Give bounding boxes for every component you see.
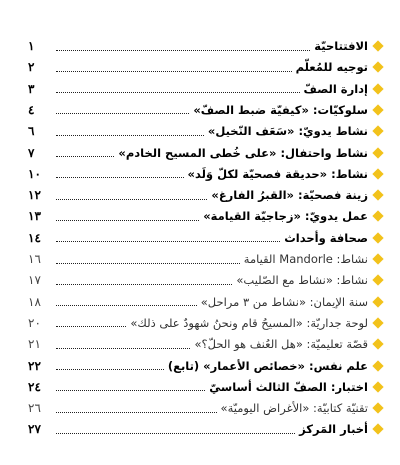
toc-entry bbox=[28, 249, 384, 269]
dotted-leader bbox=[56, 199, 207, 200]
page-number: ١٢ bbox=[28, 188, 41, 203]
entry-title: تقنيّة كتابيّة: «الأغراض اليوميّة» bbox=[220, 401, 368, 416]
toc-entry bbox=[28, 313, 384, 333]
dotted-leader bbox=[56, 305, 197, 306]
toc-entry bbox=[28, 292, 384, 312]
diamond-bullet-icon bbox=[372, 211, 383, 222]
dotted-leader bbox=[56, 220, 199, 221]
page-number: ١٦ bbox=[28, 252, 41, 266]
dotted-leader bbox=[56, 284, 232, 285]
dotted-leader bbox=[56, 135, 204, 136]
dotted-leader bbox=[56, 71, 292, 72]
diamond-bullet-icon bbox=[372, 126, 383, 137]
entry-title: نشاط: Mandorle القيامة bbox=[243, 252, 368, 266]
page-number: ١٤ bbox=[28, 230, 41, 245]
diamond-bullet-icon bbox=[372, 339, 383, 350]
page-number: ٢٧ bbox=[28, 422, 41, 437]
diamond-bullet-icon bbox=[372, 189, 383, 200]
dotted-leader bbox=[56, 433, 295, 434]
entry-title: سنة الإيمان: «نشاط من ٣ مراحل» bbox=[200, 294, 368, 309]
entry-title: قصّة تعليميّة: «هل العُنف هو الحلّ؟» bbox=[194, 337, 368, 352]
page-number: ٢ bbox=[28, 60, 35, 75]
entry-title: نشاط يدويّ: «سَعَف النّخيل» bbox=[207, 124, 368, 139]
page-number: ١ bbox=[28, 39, 35, 53]
toc-entry bbox=[28, 356, 384, 376]
dotted-leader bbox=[56, 50, 310, 51]
toc-entry bbox=[28, 57, 384, 77]
diamond-bullet-icon bbox=[372, 147, 383, 158]
toc-entry bbox=[28, 398, 384, 418]
toc-entry bbox=[28, 185, 384, 205]
page-number: ١٣ bbox=[28, 209, 41, 224]
toc-entry bbox=[28, 377, 384, 397]
toc-entry bbox=[28, 270, 384, 290]
toc-entry bbox=[28, 121, 384, 141]
page-number: ٢٦ bbox=[28, 401, 41, 416]
diamond-bullet-icon bbox=[372, 424, 383, 435]
toc-entry bbox=[28, 419, 384, 439]
dotted-leader bbox=[56, 412, 217, 413]
dotted-leader bbox=[56, 241, 280, 242]
page-number: ١٨ bbox=[28, 294, 41, 309]
entry-title: لوحة جداريّة: «المسيحُ قام ونحنُ شهودٌ على ذلك» bbox=[130, 315, 368, 330]
page-number: ٤ bbox=[28, 102, 35, 117]
entry-title: نشاط واحتفال: «على خُطى المسيح الخادم» bbox=[118, 145, 368, 160]
dotted-leader bbox=[56, 348, 190, 349]
diamond-bullet-icon bbox=[372, 104, 383, 115]
page-number: ٢٠ bbox=[28, 315, 41, 330]
toc-entry bbox=[28, 79, 384, 99]
diamond-bullet-icon bbox=[372, 381, 383, 392]
entry-title: نشاط: «نشاط مع الصّليب» bbox=[236, 273, 368, 288]
dotted-leader bbox=[56, 113, 189, 114]
diamond-bullet-icon bbox=[372, 360, 383, 371]
page-number: ١٠ bbox=[28, 166, 41, 181]
page-number: ٢١ bbox=[28, 337, 41, 352]
page-number: ٧ bbox=[28, 145, 35, 160]
dotted-leader bbox=[56, 263, 240, 264]
entry-title: صحافة وأحداث bbox=[284, 230, 368, 245]
entry-title: توجيه للمُعلّم bbox=[295, 60, 368, 75]
dotted-leader bbox=[56, 326, 126, 327]
toc-entry bbox=[28, 36, 384, 56]
toc-entry bbox=[28, 143, 384, 163]
entry-title: أخبار المَركز bbox=[299, 422, 368, 437]
page-number: ٣ bbox=[28, 81, 35, 96]
entry-title: زينة فصحيّة: «القبرُ الفارغ» bbox=[211, 188, 368, 203]
dotted-leader bbox=[56, 177, 184, 178]
page-number: ٢٤ bbox=[28, 379, 41, 394]
diamond-bullet-icon bbox=[372, 275, 383, 286]
entry-title: إدارة الصفّ bbox=[303, 81, 368, 96]
diamond-bullet-icon bbox=[372, 83, 383, 94]
page-number: ١٧ bbox=[28, 273, 41, 288]
diamond-bullet-icon bbox=[372, 402, 383, 413]
entry-title: اختبار: الصفّ الثالث أساسيّ bbox=[209, 379, 368, 394]
diamond-bullet-icon bbox=[372, 40, 383, 51]
toc-entry bbox=[28, 228, 384, 248]
diamond-bullet-icon bbox=[372, 296, 383, 307]
dotted-leader bbox=[56, 390, 205, 391]
diamond-bullet-icon bbox=[372, 168, 383, 179]
entry-title: عمل يدويّ: «زجاجيّة القيامة» bbox=[203, 209, 368, 224]
entry-title: علم نفس: «خصائص الأعمار» (تابع) bbox=[167, 358, 368, 373]
dotted-leader bbox=[56, 156, 114, 157]
entry-title: نشاط: «حديقة فصحيّة لكلّ وَلَد» bbox=[187, 166, 368, 181]
diamond-bullet-icon bbox=[372, 317, 383, 328]
toc-entry bbox=[28, 206, 384, 226]
diamond-bullet-icon bbox=[372, 232, 383, 243]
diamond-bullet-icon bbox=[372, 253, 383, 264]
diamond-bullet-icon bbox=[372, 62, 383, 73]
dotted-leader bbox=[56, 92, 300, 93]
page-number: ٢٢ bbox=[28, 358, 41, 373]
toc-entry bbox=[28, 100, 384, 120]
dotted-leader bbox=[56, 369, 164, 370]
toc-entry bbox=[28, 334, 384, 354]
toc-entry bbox=[28, 164, 384, 184]
page-number: ٦ bbox=[28, 124, 35, 139]
entry-title: سلوكيّات: «كيفيّة ضبط الصفّ» bbox=[193, 102, 368, 117]
entry-title: الافتتاحيّة bbox=[314, 39, 368, 53]
